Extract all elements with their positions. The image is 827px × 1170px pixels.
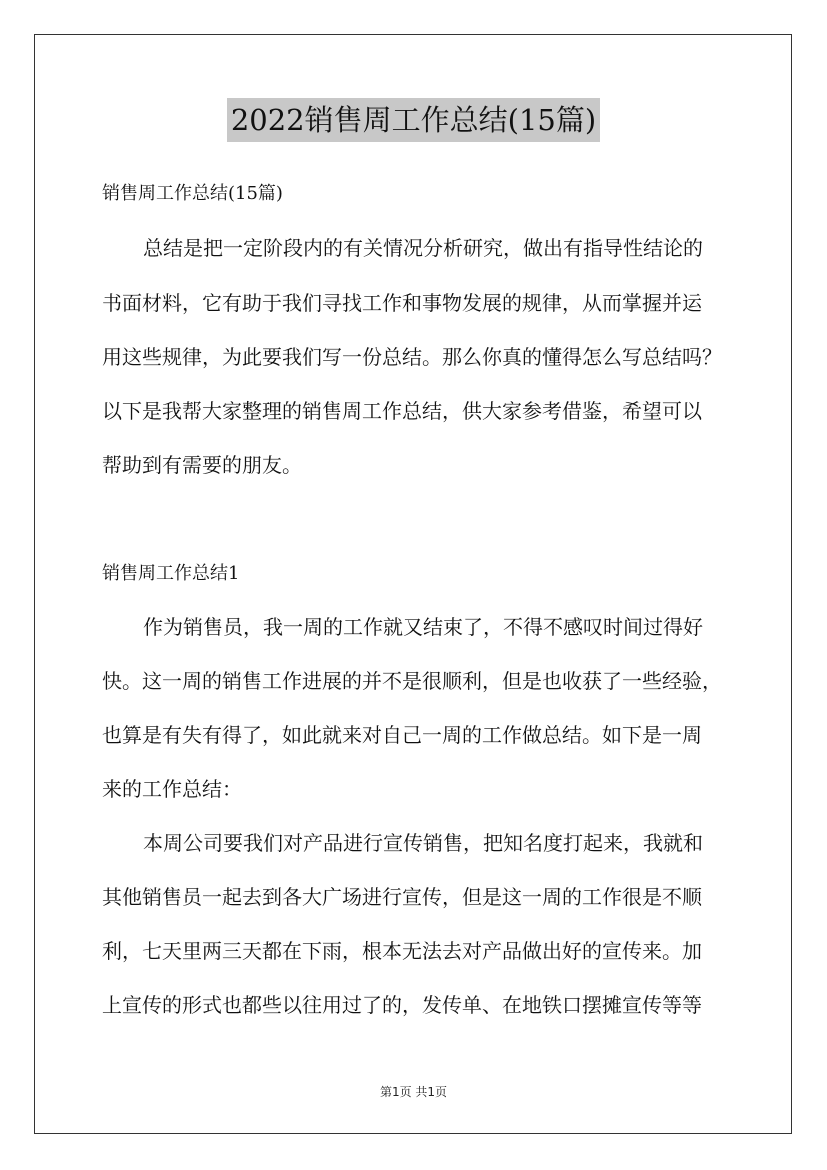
intro-line-2: 书面材料，它有助于我们寻找工作和事物发展的规律，从而掌握并运 [102, 291, 702, 315]
section-p1-line-1: 作为销售员，我一周的工作就又结束了，不得不感叹时间过得好 [143, 615, 703, 639]
section-p2-line-3: 利，七天里两三天都在下雨，根本无法去对产品做出好的宣传来。加 [102, 939, 702, 963]
intro-line-3: 用这些规律，为此要我们写一份总结。那么你真的懂得怎么写总结吗？ [102, 345, 722, 369]
document-title-text: 2022销售周工作总结(15篇) [227, 98, 600, 142]
intro-line-5: 帮助到有需要的朋友。 [102, 453, 302, 477]
section-p2-line-4: 上宣传的形式也都些以往用过了的，发传单、在地铁口摆摊宣传等等 [102, 993, 702, 1017]
document-subtitle: 销售周工作总结(15篇) [102, 183, 283, 204]
section-p2-line-2: 其他销售员一起去到各大广场进行宣传，但是这一周的工作很是不顺 [102, 885, 702, 909]
intro-line-1: 总结是把一定阶段内的有关情况分析研究，做出有指导性结论的 [143, 236, 703, 260]
intro-line-4: 以下是我帮大家整理的销售周工作总结，供大家参考借鉴，希望可以 [102, 399, 702, 423]
section-p2-line-1: 本周公司要我们对产品进行宣传销售，把知名度打起来，我就和 [143, 831, 703, 855]
section-heading: 销售周工作总结1 [102, 563, 240, 584]
document-title [0, 98, 827, 142]
section-p1-line-3: 也算是有失有得了，如此就来对自己一周的工作做总结。如下是一周 [102, 723, 702, 747]
section-p1-line-2: 快。这一周的销售工作进展的并不是很顺利，但是也收获了一些经验， [102, 669, 722, 693]
page-number-footer: 第1页 共1页 [379, 1085, 448, 1099]
section-p1-line-4: 来的工作总结： [102, 777, 242, 801]
